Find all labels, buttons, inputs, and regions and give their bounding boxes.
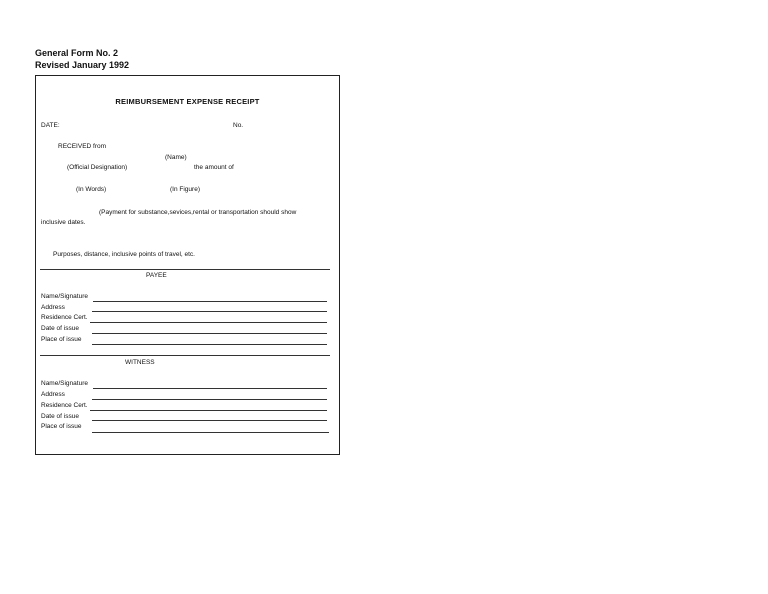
witness-address-line[interactable] — [92, 399, 327, 400]
payee-residence-line[interactable] — [90, 322, 327, 323]
witness-residence-line[interactable] — [90, 410, 327, 411]
payee-place-label: Place of issue — [41, 336, 82, 343]
payee-address-line[interactable] — [92, 311, 327, 312]
received-from-label: RECEIVED from — [58, 143, 107, 150]
section-divider — [40, 269, 330, 270]
purposes-label: Purposes, distance, inclusive points of travel, etc. — [53, 251, 195, 258]
receipt-form — [35, 75, 340, 455]
witness-address-label: Address — [41, 391, 65, 398]
witness-date-line[interactable] — [92, 420, 327, 421]
payee-name-label: Name/Signature — [41, 293, 88, 300]
section-divider — [40, 355, 330, 356]
form-title: REIMBURSEMENT EXPENSE RECEIPT — [115, 97, 260, 106]
payee-address-label: Address — [41, 304, 65, 311]
payment-note: (Payment for substance,sevices,rental or transportation should show — [99, 209, 297, 216]
in-words-caption: (In Words) — [76, 186, 107, 193]
payee-date-label: Date of issue — [41, 325, 79, 332]
payee-date-line[interactable] — [92, 333, 327, 334]
revision-date: Revised January 1992 — [35, 60, 130, 70]
form-number: General Form No. 2 — [35, 48, 119, 58]
amount-of-label: the amount of — [194, 164, 234, 171]
witness-place-line[interactable] — [92, 432, 329, 433]
witness-residence-label: Residence Cert. — [41, 402, 88, 409]
name-caption: (Name) — [165, 154, 187, 161]
date-label: DATE: — [41, 122, 60, 129]
form-header — [35, 47, 129, 71]
payee-residence-label: Residence Cert. — [41, 314, 88, 321]
payee-name-line[interactable] — [93, 301, 327, 302]
witness-date-label: Date of issue — [41, 413, 79, 420]
witness-place-label: Place of issue — [41, 423, 82, 430]
number-label: No. — [233, 122, 244, 129]
witness-name-line[interactable] — [93, 388, 327, 389]
in-figure-caption: (In Figure) — [170, 186, 200, 193]
witness-name-label: Name/Signature — [41, 380, 88, 387]
official-designation-caption: (Official Designation) — [67, 164, 128, 171]
payee-place-line[interactable] — [92, 344, 327, 345]
witness-heading: WITNESS — [125, 359, 155, 366]
payment-note-continued: inclusive dates. — [41, 219, 86, 226]
payee-heading: PAYEE — [146, 272, 167, 279]
